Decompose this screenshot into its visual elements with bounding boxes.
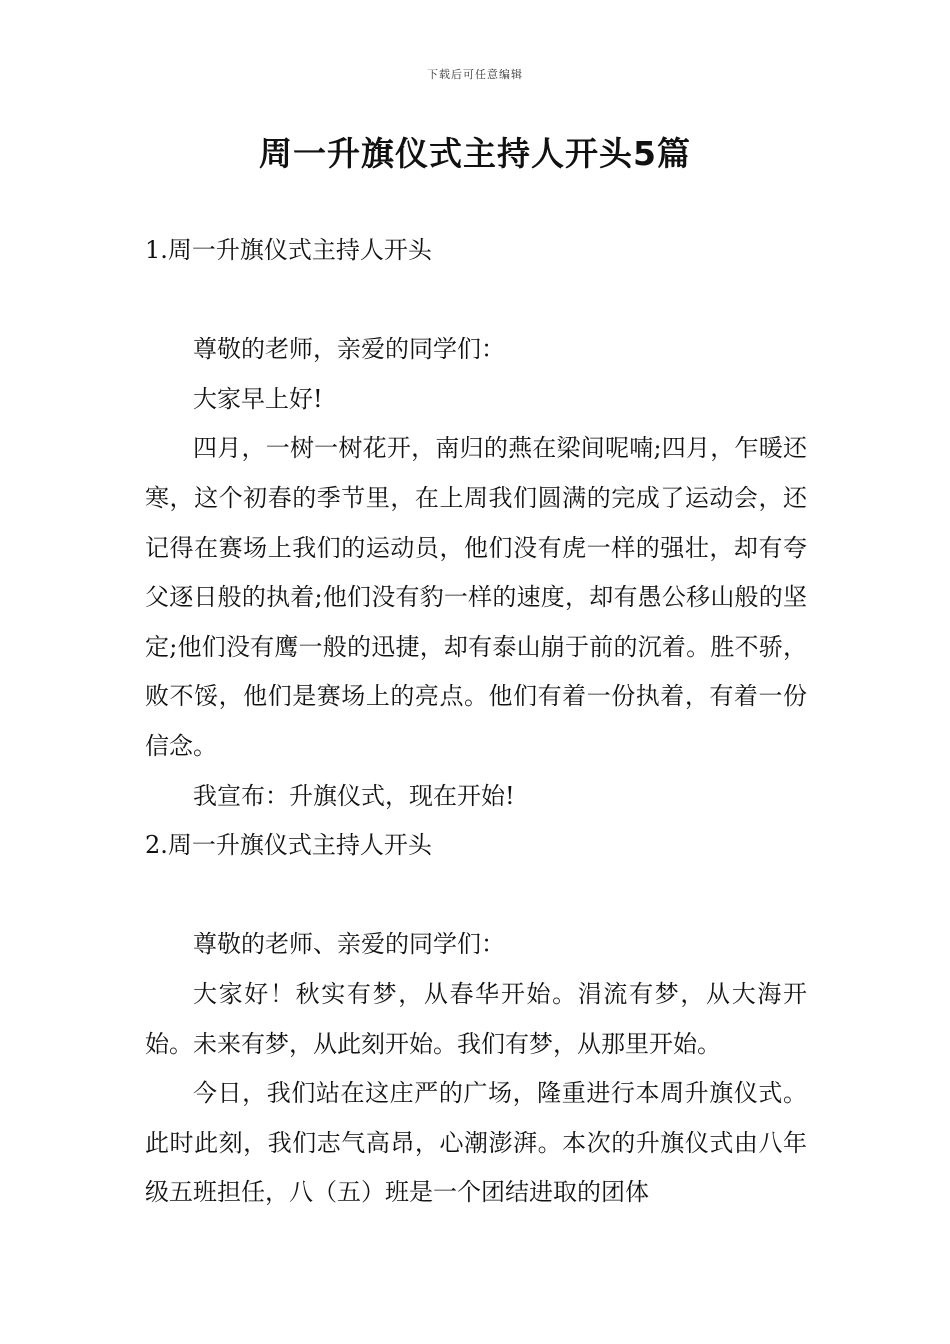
section-heading: 1.周一升旗仪式主持人开头 xyxy=(145,236,432,264)
document-title: 周一升旗仪式主持人开头5篇 xyxy=(259,134,691,173)
document-body xyxy=(145,226,807,1218)
blank-line xyxy=(145,276,807,326)
header-note: 下载后可任意编辑 xyxy=(427,68,523,81)
body-paragraph: 今日，我们站在这庄严的广场，隆重进行本周升旗仪式。此时此刻，我们志气高昂，心潮澎湃。本次的升旗仪式由八年级五班担任，八（五）班是一个团结进取的团体 xyxy=(145,1079,807,1207)
blank-line xyxy=(145,871,807,921)
salutation: 尊敬的老师、亲爱的同学们： xyxy=(193,930,505,959)
section-1 xyxy=(145,226,807,821)
greeting: 大家早上好! xyxy=(193,384,323,413)
salutation: 尊敬的老师，亲爱的同学们： xyxy=(193,335,505,364)
greeting: 大家好！秋实有梦，从春华开始。涓流有梦，从大海开始。未来有梦，从此刻开始。我们有梦，从那里开始。 xyxy=(145,979,807,1058)
section-heading: 2.周一升旗仪式主持人开头 xyxy=(145,831,432,860)
body-paragraph: 四月，一树一树花开，南归的燕在梁间呢喃;四月，乍暖还寒，这个初春的季节里，在上周我们圆满的完成了运动会，还记得在赛场上我们的运动员，他们没有虎一样的强壮，却有夸父逐日般的执着;他们没有豹一样的速度，却有愚公移山般的坚定;他们没有鹰一般的迅捷，却有泰山崩于前的沉着。胜不骄，败不馁，他们是赛场上的亮点。他们有着一份执着，有着一份信念。 xyxy=(145,434,807,760)
announcement: 我宣布：升旗仪式，现在开始! xyxy=(193,781,515,810)
section-2 xyxy=(145,821,807,1218)
